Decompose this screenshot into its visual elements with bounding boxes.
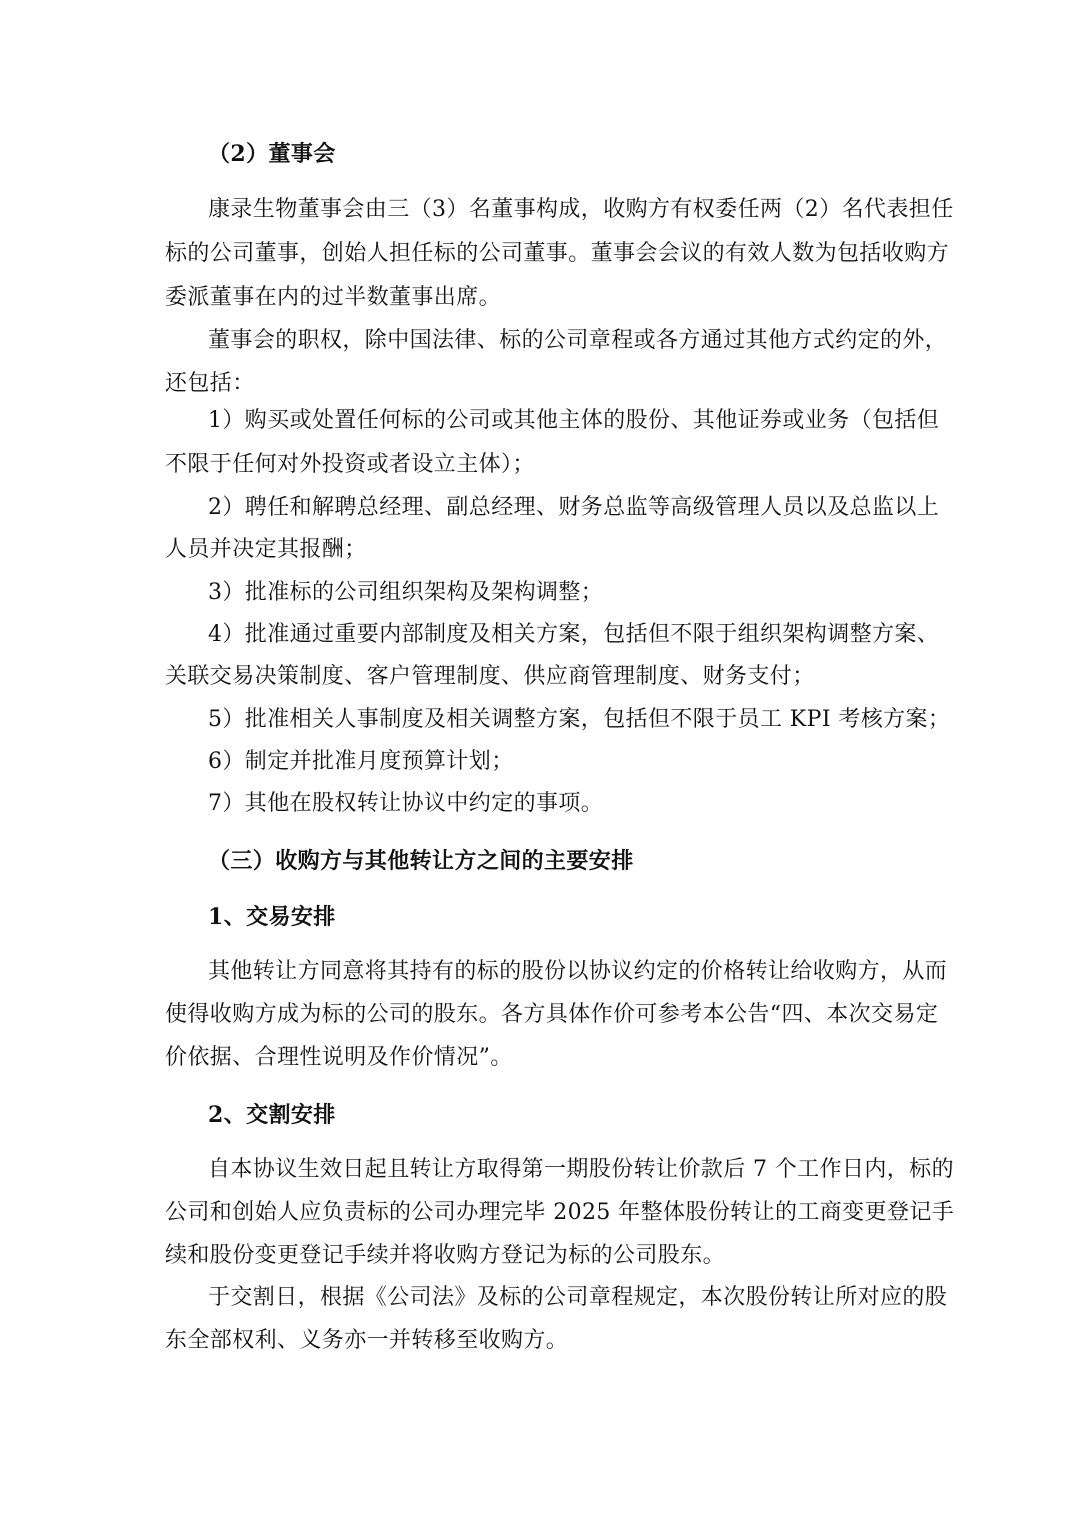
list-item-3: 3）批准标的公司组织架构及架构调整； — [208, 580, 604, 605]
paragraph-board-composition — [208, 195, 954, 225]
text-line: 4）批准通过重要内部制度及相关方案，包括但不限于组织架构调整方案、 — [208, 622, 940, 647]
text-line: 于交割日，根据《公司法》及标的公司章程规定，本次股份转让所对应的股 — [208, 1285, 948, 1310]
text-line: 康录生物董事会由三（3）名董事构成，收购方有权委任两（2）名代表担任 — [208, 197, 954, 222]
section-heading-transaction: 1、交易安排 — [208, 904, 336, 930]
paragraph-closing — [208, 1155, 954, 1185]
text-line: 使得收购方成为标的公司的股东。各方具体作价可参考本公告“四、本次交易定 — [165, 1002, 939, 1027]
text-line: 公司和创始人应负责标的公司办理完毕 2025 年整体股份转让的工商变更登记手 — [165, 1200, 955, 1225]
list-item-4: 关联交易决策制度、客户管理制度、供应商管理制度、财务支付； — [165, 664, 815, 689]
paragraph-closing-date: 东全部权利、义务亦一并转移至收购方。 — [165, 1328, 569, 1353]
list-item-2 — [208, 493, 940, 523]
paragraph-closing — [165, 1198, 955, 1228]
paragraph-closing: 续和股份变更登记手续并将收购方登记为标的公司股东。 — [165, 1243, 726, 1268]
paragraph-transaction — [208, 957, 948, 987]
paragraph-transaction — [165, 1000, 939, 1030]
text-line: 自本协议生效日起且转让方取得第一期股份转让价款后 7 个工作日内，标的 — [208, 1157, 954, 1182]
list-item-4 — [208, 620, 940, 650]
paragraph-board-composition — [165, 239, 950, 269]
paragraph-board-powers: 还包括： — [165, 371, 255, 396]
list-item-7: 7）其他在股权转让协议中约定的事项。 — [208, 791, 604, 816]
paragraph-board-composition: 委派董事在内的过半数董事出席。 — [165, 285, 502, 310]
paragraph-transaction: 价依据、合理性说明及作价情况”。 — [165, 1045, 513, 1070]
paragraph-board-powers — [208, 326, 948, 356]
list-item-1: 不限于任何对外投资或者设立主体）； — [165, 452, 535, 477]
text-line: 董事会的职权，除中国法律、标的公司章程或各方通过其他方式约定的外， — [208, 328, 948, 353]
section-heading-closing: 2、交割安排 — [208, 1102, 336, 1128]
list-item-2: 人员并决定其报酬； — [165, 537, 367, 562]
text-line: 1）购买或处置任何标的公司或其他主体的股份、其他证券或业务（包括但 — [208, 408, 940, 433]
text-line: 其他转让方同意将其持有的标的股份以协议约定的价格转让给收购方，从而 — [208, 959, 948, 984]
list-item-1 — [208, 406, 940, 436]
paragraph-closing-date — [208, 1283, 948, 1313]
text-line: 标的公司董事，创始人担任标的公司董事。董事会会议的有效人数为包括收购方 — [165, 241, 950, 266]
section-heading-arrangements: （三）收购方与其他转让方之间的主要安排 — [208, 848, 634, 874]
list-item-5: 5）批准相关人事制度及相关调整方案，包括但不限于员工 KPI 考核方案； — [208, 707, 951, 732]
list-item-6: 6）制定并批准月度预算计划； — [208, 749, 514, 774]
text-line: 2）聘任和解聘总经理、副总经理、财务总监等高级管理人员以及总监以上 — [208, 495, 940, 520]
section-heading-board: （2）董事会 — [208, 141, 336, 167]
